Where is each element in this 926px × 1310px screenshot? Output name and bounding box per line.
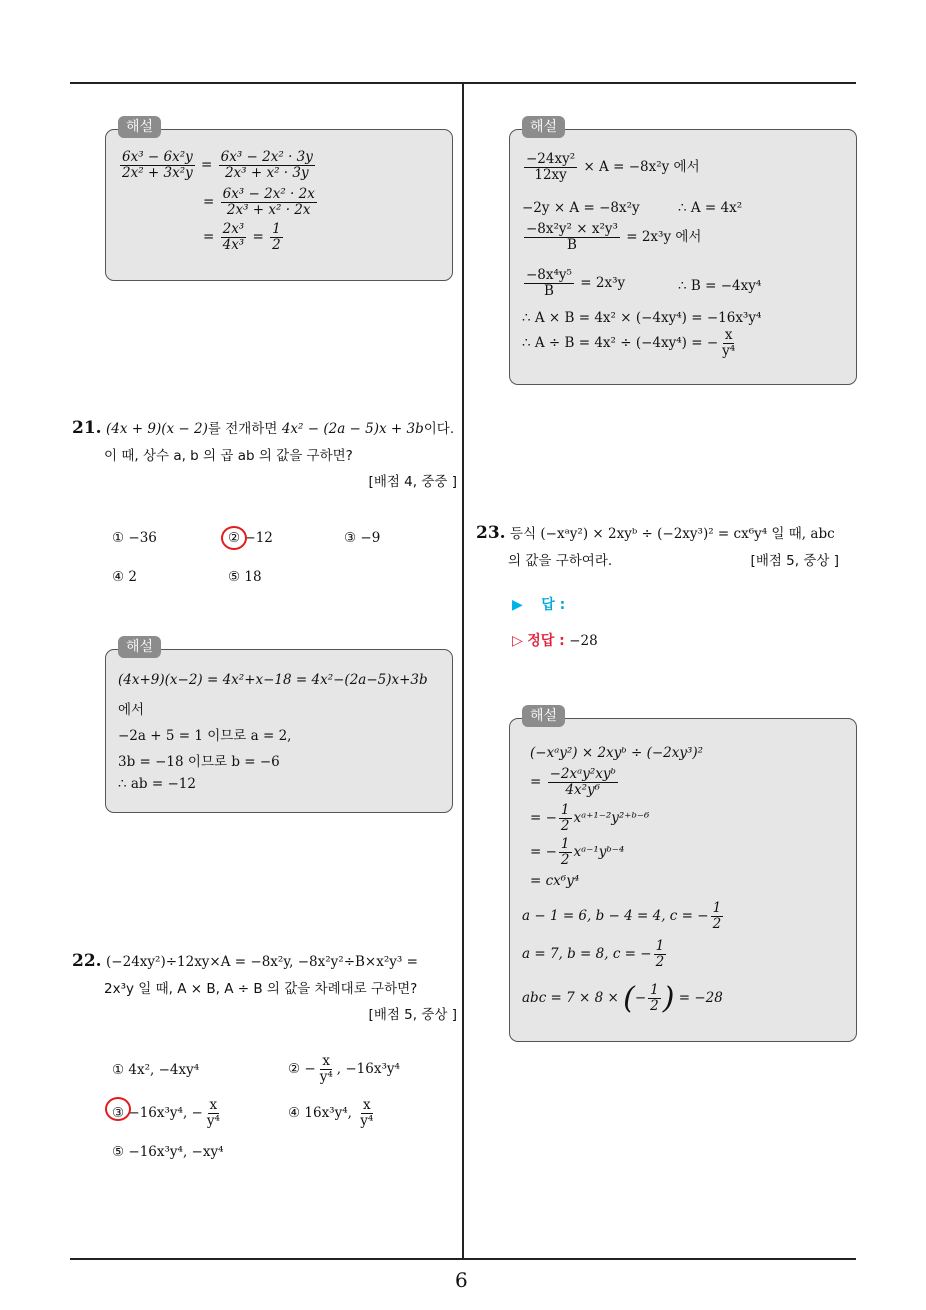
solution-tag: 해설 xyxy=(118,636,161,658)
choice-2[interactable]: ② −12 xyxy=(228,530,273,546)
question-text: 의 값을 구하여라. xyxy=(508,553,613,569)
solution-line-6: ∴ A ÷ B = 4x² ÷ (−4xy⁴) = − $\frac{x}{\text{y⁴}}$ xyxy=(522,327,736,359)
solution-tag: 해설 xyxy=(118,116,161,138)
score-label: [배점 4, 중중 ] xyxy=(368,474,457,490)
choice-2[interactable]: ② − $\frac{x}{\text{y⁴}}$ , −16x³y⁴ xyxy=(288,1053,400,1085)
right-paren: ) xyxy=(662,981,675,1016)
question-expr: 4x² − (2a − 5)x + 3b xyxy=(281,421,424,437)
choice-1[interactable]: ① −36 xyxy=(112,530,157,546)
fraction: $\frac{x}{\text{y⁴}}$ xyxy=(360,1097,374,1129)
fraction: $\frac{\text{−8x²y² × x²y³}}{B}$ xyxy=(526,221,618,253)
score-label: [배점 5, 중상 ] xyxy=(750,553,839,569)
fraction: $\frac{x}{\text{y⁴}}$ xyxy=(722,327,736,359)
fraction: $\frac{1}{2}$ xyxy=(712,900,722,932)
question-number: 22. xyxy=(72,951,102,971)
question-number: 21. xyxy=(72,418,102,438)
solution-box-21 xyxy=(105,639,453,813)
fraction: $\frac{1}{2}$ xyxy=(272,221,281,253)
choice-4[interactable]: ④ 16x³y⁴, $\frac{x}{\text{y⁴}}$ xyxy=(288,1097,374,1129)
column-divider xyxy=(462,82,464,1260)
question-text: 2x³y 일 때, A × B, A ÷ B 의 값을 차례대로 구하면? xyxy=(104,981,418,997)
fraction: $\frac{1}{2}$ xyxy=(560,802,570,834)
question-22 xyxy=(72,951,457,1023)
choice-5[interactable]: ⑤ −16x³y⁴, −xy⁴ xyxy=(112,1144,224,1160)
play-arrow-icon: ▶ xyxy=(512,597,523,613)
selected-answer-circle xyxy=(105,1097,131,1121)
question-number: 23. xyxy=(476,523,506,543)
solution-line-2: −2y × A = −8x²y xyxy=(522,200,640,216)
solution-line-2: = $\frac{\text{6x³ − 2x² · 2x}}{\text{2x³ + x² · 2x}}$ xyxy=(203,186,315,218)
solution-line-1: $\frac{\text{−24xy²}}{12xy}$ × A = −8x²y 에서 xyxy=(526,151,700,183)
choice-5[interactable]: ⑤ 18 xyxy=(228,569,262,585)
solution-line-1: (−xᵃy²) × 2xyᵇ ÷ (−2xy³)² xyxy=(530,745,704,761)
solution-line-3: $\frac{\text{−8x²y² × x²y³}}{B}$ = 2x³y 에서 xyxy=(526,221,702,253)
solution-line-5: ∴ ab = −12 xyxy=(118,776,196,792)
solution-line-2: 에서 xyxy=(118,702,145,718)
solution-line-5: = cx⁶y⁴ xyxy=(530,873,580,889)
solution-line-2b: ∴ A = 4x² xyxy=(678,200,743,216)
solution-line-4: 3b = −18 이므로 b = −6 xyxy=(118,754,280,770)
fraction: $\frac{\text{6x³ − 2x² · 3y}}{\text{2x³ + x² · 3y}}$ xyxy=(220,149,313,181)
fraction: $\frac{1}{2}$ xyxy=(650,982,659,1014)
solution-box-20 xyxy=(105,119,453,281)
choice-3[interactable]: ③ −16x³y⁴, − $\frac{x}{\text{y⁴}}$ xyxy=(112,1097,220,1129)
solution-line-5: ∴ A × B = 4x² × (−4xy⁴) = −16x³y⁴ xyxy=(522,310,762,326)
answer-row xyxy=(512,594,565,614)
solution-line-2: = $\frac{\text{−2xᵃy²xyᵇ}}{\text{4x²y⁶}}$ xyxy=(530,766,616,798)
correct-answer-row xyxy=(512,630,598,650)
fraction: $\frac{x}{\text{y⁴}}$ xyxy=(319,1053,333,1085)
question-expr: (4x + 9)(x − 2) xyxy=(106,421,208,437)
solution-box-22 xyxy=(509,119,857,385)
correct-answer-label: 정답 : xyxy=(527,633,565,649)
fraction: $\frac{\text{2x³}}{\text{4x³}}$ xyxy=(222,221,245,253)
correct-answer-value: −28 xyxy=(569,633,598,649)
solution-line-1: $\frac{\text{6x³ − 6x²y}}{\text{2x² + 3x²y}}$ = $\frac{\text{6x³ − 2x² · 3y}}{\text{2x³ + x² · 3y}}$ xyxy=(122,149,313,181)
choice-4[interactable]: ④ 2 xyxy=(112,569,137,585)
page-number: 6 xyxy=(455,1268,468,1292)
solution-line-3: = − $\frac{1}{2}$ xᵃ⁺¹⁻²y²⁺ᵇ⁻⁶ xyxy=(530,802,650,834)
question-text: 를 전개하면 xyxy=(207,421,278,437)
solution-box-23 xyxy=(509,708,857,1042)
fraction: $\frac{\text{−8x⁴y⁵}}{B}$ xyxy=(526,267,572,299)
fraction: $\frac{1}{2}$ xyxy=(560,836,570,868)
fraction: $\frac{\text{−24xy²}}{12xy}$ xyxy=(526,151,576,183)
choice-3[interactable]: ③ −9 xyxy=(344,530,381,546)
fraction: $\frac{\text{6x³ − 6x²y}}{\text{2x² + 3x²y}}$ xyxy=(122,149,193,181)
fraction: $\frac{x}{\text{y⁴}}$ xyxy=(206,1097,220,1129)
fraction: $\frac{\text{−2xᵃy²xyᵇ}}{\text{4x²y⁶}}$ xyxy=(549,766,616,798)
question-text: 이다. xyxy=(423,421,455,437)
question-text: 등식 (−xᵃy²) × 2xyᵇ ÷ (−2xy³)² = cx⁶y⁴ 일 때, abc xyxy=(510,526,835,542)
fraction: $\frac{1}{2}$ xyxy=(655,938,665,970)
question-text: (−24xy²)÷12xy×A = −8x²y, −8x²y²÷B×x²y³ = xyxy=(106,954,418,970)
solution-line-6: a − 1 = 6, b − 4 = 4, c = − $\frac{1}{2}$ xyxy=(522,900,722,932)
solution-line-3: = $\frac{\text{2x³}}{\text{4x³}}$ = $\frac{1}{2}$ xyxy=(203,221,281,253)
selected-answer-circle xyxy=(221,526,247,550)
solution-line-3: −2a + 5 = 1 이므로 a = 2, xyxy=(118,728,292,744)
solution-line-4: $\frac{\text{−8x⁴y⁵}}{B}$ = 2x³y xyxy=(526,267,626,299)
question-23 xyxy=(476,522,861,569)
solution-line-4b: ∴ B = −4xy⁴ xyxy=(678,278,762,294)
choice-1[interactable]: ① 4x², −4xy⁴ xyxy=(112,1062,200,1078)
left-paren: ( xyxy=(623,981,635,1016)
bottom-rule xyxy=(70,1258,856,1260)
question-21 xyxy=(72,417,457,490)
score-label: [배점 5, 중상 ] xyxy=(368,1007,457,1023)
solution-line-1: (4x+9)(x−2) = 4x²+x−18 = 4x²−(2a−5)x+3b xyxy=(118,672,428,688)
question-text: 이 때, 상수 a, b 의 곱 ab 의 값을 구하면? xyxy=(104,448,353,464)
answer-label: 답 : xyxy=(541,597,566,613)
solution-line-7: a = 7, b = 8, c = − $\frac{1}{2}$ xyxy=(522,938,665,970)
fraction: $\frac{\text{6x³ − 2x² · 2x}}{\text{2x³ + x² · 2x}}$ xyxy=(222,186,315,218)
solution-tag: 해설 xyxy=(522,116,565,138)
solution-tag: 해설 xyxy=(522,705,565,727)
solution-line-4: = − $\frac{1}{2}$ xᵃ⁻¹yᵇ⁻⁴ xyxy=(530,836,625,868)
outline-arrow-icon: ▷ xyxy=(512,633,523,649)
solution-line-8: abc = 7 × 8 × (− $\frac{1}{2}$ ) = −28 xyxy=(522,981,723,1016)
